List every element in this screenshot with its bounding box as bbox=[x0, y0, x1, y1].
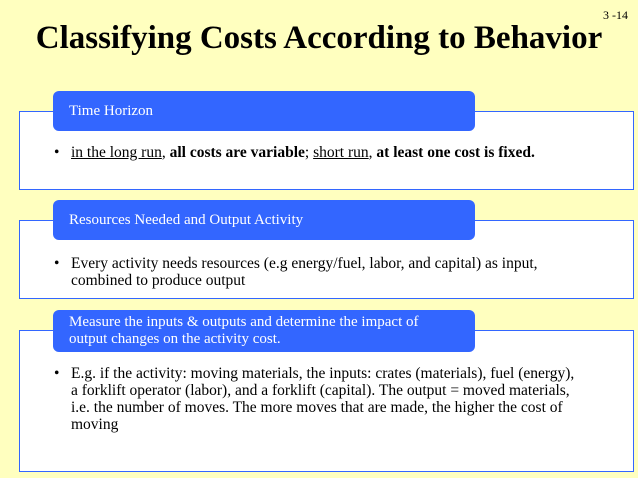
bullet-dot: • bbox=[54, 365, 60, 382]
bullet-dot: • bbox=[54, 144, 60, 161]
section-2-header: Resources Needed and Output Activity bbox=[53, 200, 475, 240]
section-1-text: in the long run, all costs are variable; short run, at least one cost is fixed. bbox=[71, 144, 535, 161]
section-3-text: E.g. if the activity: moving materials, the inputs: crates (materials), fuel (energy), a forklift operator (labor), and a forklift (capital). The output = moved materials, i.e. the number of moves. The more moves that are made, the higher the cost of moving bbox=[71, 365, 575, 433]
section-2-bullet bbox=[54, 255, 585, 289]
slide-title: Classifying Costs According to Behavior bbox=[35, 20, 603, 56]
bullet-dot: • bbox=[54, 255, 60, 272]
section-1-bullet bbox=[54, 144, 585, 161]
section-2-text: Every activity needs resources (e.g energy/fuel, labor, and capital) as input, combined to produce output bbox=[71, 255, 538, 289]
section-3-header: Measure the inputs & outputs and determine the impact of output changes on the activity cost. bbox=[53, 310, 475, 352]
section-1-header: Time Horizon bbox=[53, 91, 475, 131]
section-3-bullet bbox=[54, 365, 585, 433]
slide-number: 3 -14 bbox=[603, 8, 628, 22]
